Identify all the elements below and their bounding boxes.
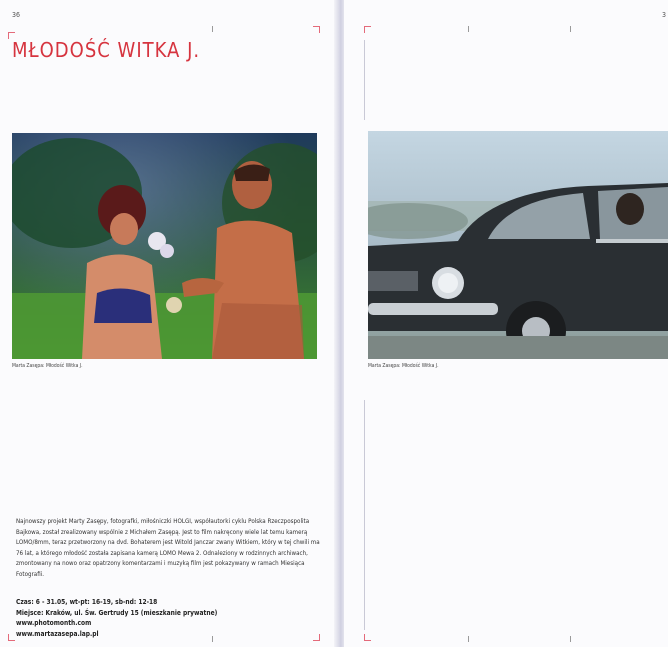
photo-couple-image [12,133,317,359]
guide-line [364,40,365,120]
page-number-left: 36 [12,11,21,19]
crop-mark [364,26,371,33]
link-martazasepa[interactable]: www.martazasepa.lap.pl [16,629,99,638]
photo-car-image [368,131,668,359]
guide-tick [570,26,571,32]
guide-tick [468,26,469,32]
page-number-right: 3 [662,11,667,19]
crop-mark [364,634,371,641]
guide-tick [570,636,571,642]
guide-tick [212,26,213,32]
event-info [16,597,326,639]
link-photomonth[interactable]: www.photomonth.com [16,619,92,627]
guide-tick [468,636,469,642]
photo-couple [12,133,317,359]
crop-mark [313,26,320,33]
article-body: Najnowszy projekt Marty Zasępy, fotografki, miłośniczki HOLGI, współautorki cyklu Polska Rzeczpospolita Bajkowa, został zrealizowany wspólnie z Michałem Zasępą. Jest to film nakręcony wiele lat temu kamerą LOMO/8mm, teraz przetworzony na dvd. Bohaterem jest Witold Janczar zwany Witkiem, który w tej chwili ma 76 lat, a którego młodość została zapisana kamerą LOMO Mewa 2. Odnaleziony w rodzinnych archiwach, zmontowany na nowo oraz opatrzony komentarzami i muzyką film jest pokazywany w ramach Miesiąca Fotografii. [16,518,320,578]
photo-car [368,131,668,359]
article-title: MŁODOŚĆ WITKA J. [12,38,201,62]
photo-caption-right: Marta Zasępa: Młodość Witka J. [368,363,439,369]
right-page [344,0,668,647]
photo-caption-left: Marta Zasępa: Młodość Witka J. [12,363,83,369]
crop-mark [313,634,320,641]
guide-line [364,400,365,630]
event-place: Miejsce: Kraków, ul. Św. Gertrudy 15 (mieszkanie prywatne) [16,608,218,617]
crop-mark [8,634,15,641]
guide-tick [212,636,213,642]
event-time: Czas: 6 - 31.05, wt-pt: 16-19, sb-nd: 12-18 [16,598,158,606]
